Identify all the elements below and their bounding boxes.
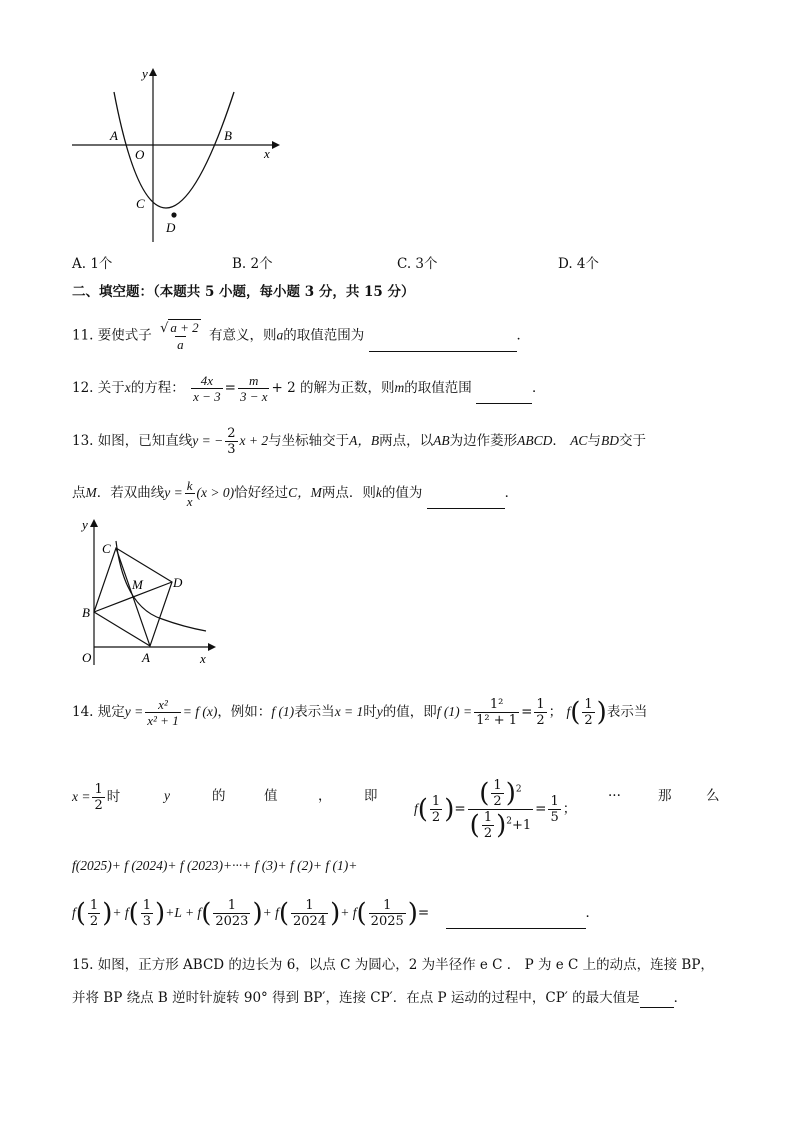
question-12: 12. 关于x的方程： $\frac{4x}{x - 3}$ = $\frac{m}{3 - x}$ + 2 的解为正数，则m的取值范围 ．: [72, 373, 546, 404]
label-B: B: [82, 605, 90, 620]
y-axis-arrow: [90, 519, 98, 527]
q11-number: 11.: [72, 327, 94, 344]
parabola-graph: [66, 62, 286, 252]
x-axis-arrow: [208, 643, 216, 651]
question-14-line4: f( $\frac{1}{2}$ )+ f( $\frac{1}{3}$ )+L + f( $\frac{1}{2023}$ )+ f( $\frac{1}{2024}$ )+ f( $\frac{1}{2025}$ )= ．: [72, 898, 600, 929]
q13-answer-blank: [427, 494, 505, 509]
q11-answer-blank: [369, 337, 517, 352]
label-y: y: [82, 517, 88, 532]
y-axis-arrow: [149, 68, 157, 76]
x-axis-arrow: [272, 141, 280, 149]
label-y: y: [142, 66, 148, 81]
question-11: 11. 要使式子 $\frac{√ a + 2}{a}$ 有意义，则a的取值范围为 ．: [72, 320, 530, 352]
question-14-line1: 14. 规定y = $\frac{\text{x²}}{\text{x² + 1}}$ = f (x)，例如：f (1)表示当x = 1时y的值，即f (1) = $\frac{\text{1²}}{\text{1² + 1}}$ = $\frac{1}{2}$ ； f( $\frac{1}{2}$ )表示当: [72, 697, 648, 728]
question-13-line1: 13. 如图，已知直线y = − $\frac{2}{3}$ x + 2与坐标轴交于A，B两点，以AB为边作菱形ABCD． AC与BD交于: [72, 426, 646, 457]
question-14-line2: x = $\frac{1}{2}$ 时 y 的 值 ， 即 f( $\frac{1}{2}$ )= ( $\frac{1}{2}$ )$^2$ ( $\frac{1}{2}$ )$^2$+1 = $\frac{1}{5}$ ； ··· 那 么: [72, 778, 720, 841]
question-13-line2: 点M．若双曲线y = $\frac{k}{x}$ (x > 0)恰好经过C，M两点．则k的值为 ．: [72, 478, 519, 509]
q14-answer-blank: [446, 914, 586, 929]
label-O: O: [82, 650, 92, 665]
label-B: B: [224, 128, 232, 143]
label-M: M: [132, 577, 143, 592]
q15-answer-blank: [640, 993, 674, 1008]
label-O: O: [135, 147, 145, 162]
question-14-line3: f(2025)+ f (2024)+ f (2023)+···+ f (3)+ f (2)+ f (1)+: [72, 858, 358, 873]
question-15-line1: 15. 如图，正方形 ABCD 的边长为 6，以点 C 为圆心，2 为半径作 e C ． P 为 e C 上的动点，连接 BP，: [72, 957, 714, 973]
option-d: D. 4个: [558, 256, 600, 272]
q11-fraction: $\frac{√ a + 2}{a}$: [160, 320, 199, 352]
vertex-point: [171, 212, 176, 217]
q11-post: 有意义，则: [208, 327, 277, 344]
section-title: 二、填空题：（本题共 5 小题，每小题 3 分，共 15 分）: [72, 284, 415, 300]
label-D: D: [166, 220, 176, 235]
q11-pre: 要使式子: [97, 327, 152, 344]
label-x: x: [200, 651, 206, 666]
option-a: A. 1个: [72, 256, 113, 272]
parabola-curve: [114, 92, 234, 208]
label-D: D: [173, 575, 183, 590]
rhombus-graph: [72, 515, 222, 670]
label-C: C: [102, 541, 111, 556]
option-c: C. 3个: [397, 256, 438, 272]
label-C: C: [136, 196, 145, 211]
label-A: A: [110, 128, 118, 143]
option-b: B. 2个: [232, 256, 273, 272]
q12-answer-blank: [476, 389, 532, 404]
label-A: A: [142, 650, 150, 665]
label-x: x: [264, 146, 270, 161]
question-15-line2: 并将 BP 绕点 B 逆时针旋转 90° 得到 BP′，连接 CP′．在点 P 运动的过程中，CP′ 的最大值是 ．: [72, 990, 688, 1006]
